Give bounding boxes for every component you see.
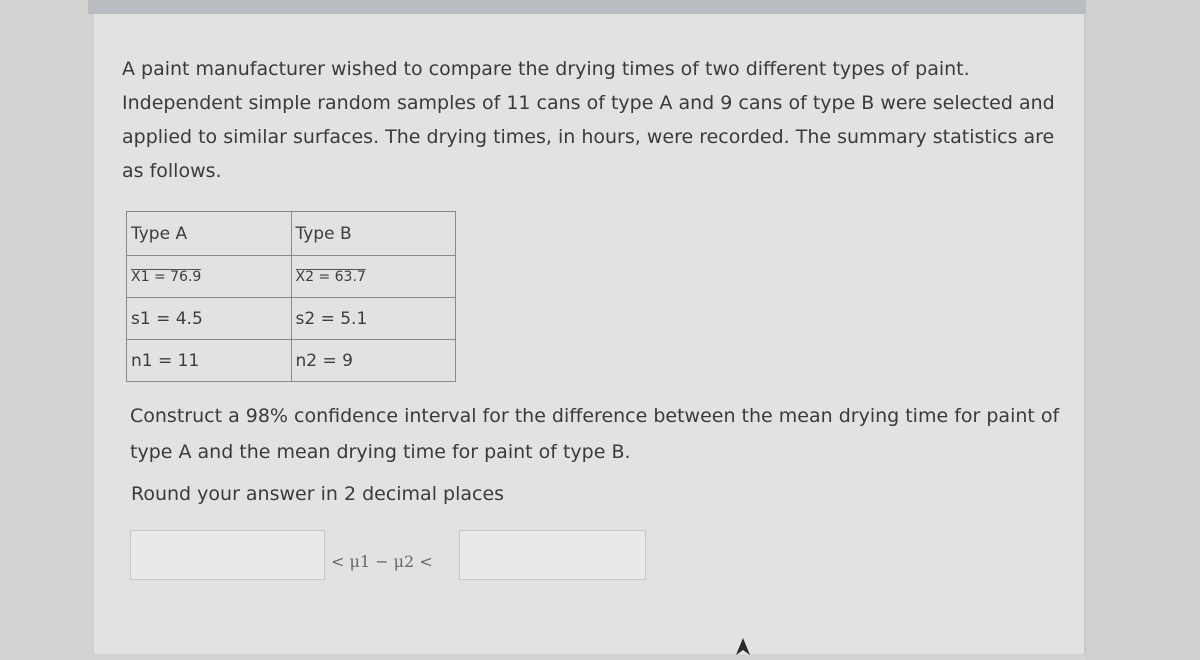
cell-mean-a (127, 256, 292, 298)
rounding-note: Round your answer in 2 decimal places (131, 483, 505, 505)
cell-std-b: s2 = 5.1 (291, 298, 456, 340)
mouse-pointer-icon (734, 636, 752, 656)
header-type-b: Type B (291, 212, 456, 256)
header-type-a: Type A (127, 212, 292, 256)
cell-mean-b (291, 256, 456, 298)
upper-bound-input[interactable] (459, 530, 646, 580)
table-row-mean (127, 256, 456, 298)
instruction-text: Construct a 98% confidence interval for the difference between the mean drying time for paint of type A and the mean drying time for paint of type B. (130, 405, 1060, 463)
table-row-std (127, 298, 456, 340)
mean-b-value: X2 = 63.7 (295, 268, 366, 285)
mean-a-value: X1 = 76.9 (131, 268, 202, 285)
summary-statistics-table (126, 211, 456, 382)
top-edge-strip (88, 0, 1088, 14)
interval-expression: < μ1 − μ2 < (331, 552, 433, 571)
cell-n-a: n1 = 11 (127, 340, 292, 382)
cell-n-b: n2 = 9 (291, 340, 456, 382)
page-right-margin (1086, 0, 1200, 660)
lower-bound-input[interactable] (130, 530, 325, 580)
table-row-n (127, 340, 456, 382)
cell-std-a: s1 = 4.5 (127, 298, 292, 340)
problem-statement: A paint manufacturer wished to compare the drying times of two different types of paint. Independent simple random samples of 11 cans of type A and 9 cans of type B were selected and applied to similar surfaces. The drying times, in hours, were recorded. The summary statistics are as follows. (122, 58, 1055, 182)
table-header-row (127, 212, 456, 256)
